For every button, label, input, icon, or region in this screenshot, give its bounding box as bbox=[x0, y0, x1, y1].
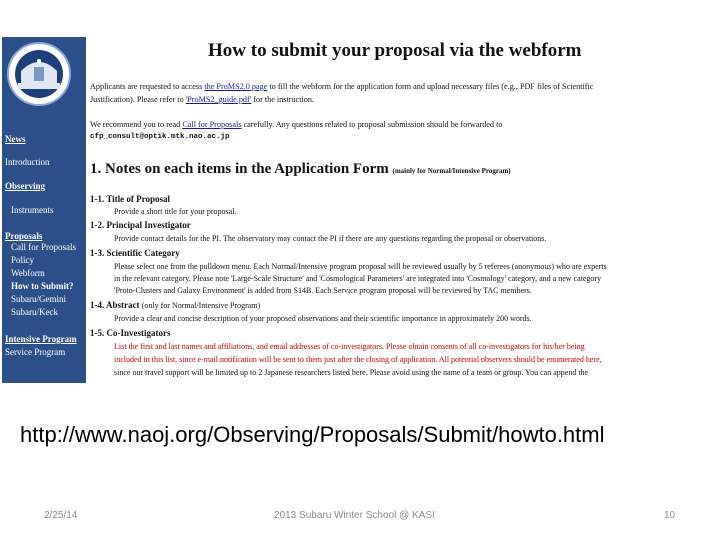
sidebar-item-service-program[interactable]: Service Program bbox=[5, 347, 66, 357]
sidebar-item-instruments[interactable]: Instruments bbox=[11, 205, 54, 215]
item-heading-text: 1-4. Abstract bbox=[90, 300, 140, 310]
webpage-screenshot bbox=[2, 37, 686, 383]
intro-text: for the instruction. bbox=[251, 95, 314, 104]
proms-guide-link[interactable]: 'ProMS2_guide.pdf' bbox=[185, 95, 252, 104]
intro-line-3 bbox=[90, 119, 502, 130]
slide-number: 10 bbox=[664, 510, 676, 521]
intro-line-1 bbox=[90, 81, 593, 92]
sidebar-item-subaru-gemini[interactable]: Subaru/Gemini bbox=[11, 294, 66, 304]
item-desc-1-5-line-3: since our travel support will be limited up to 2 Japanese researchers listed here. Please avoid using the name of a team or group. You can append the bbox=[114, 368, 589, 377]
sidebar bbox=[2, 37, 86, 383]
section-heading: 1. Notes on each items in the Application Form bbox=[90, 161, 389, 177]
intro-text: to fill the webform for the application form and upload necessary files (e.g., PDF files of Scientific bbox=[267, 82, 594, 91]
sidebar-item-subaru-keck[interactable]: Subaru/Keck bbox=[11, 307, 58, 317]
section-title bbox=[90, 161, 511, 178]
sidebar-item-observing[interactable]: Observing bbox=[5, 181, 46, 191]
item-heading-note: (only for Normal/Intensive Program) bbox=[141, 301, 261, 310]
item-heading-1-3: 1-3. Scientific Category bbox=[90, 248, 180, 258]
item-desc-1-5-line-2: included in this list, since e-mail notification will be sent to them just after the closing of application. All potential observers should be enumerated here, bbox=[114, 355, 602, 364]
item-desc-1-4: Provide a clear and concise description of your proposed observations and their scientific importance in approximately 200 words. bbox=[114, 314, 532, 323]
item-heading-1-1: 1-1. Title of Proposal bbox=[90, 194, 171, 204]
item-desc-1-5-line-1: List the first and last names and affiliations, and email addresses of co-investigators. Please obtain consents of all co-investigators for his/her being bbox=[114, 342, 585, 351]
sidebar-item-how-to-submit[interactable]: How to Submit? bbox=[11, 281, 74, 291]
proms-page-link[interactable]: the ProMS2.0 page bbox=[204, 82, 268, 91]
item-heading-1-4 bbox=[90, 300, 260, 310]
sidebar-item-introduction[interactable]: Introduction bbox=[5, 157, 50, 167]
sidebar-item-news[interactable]: News bbox=[5, 134, 26, 144]
sidebar-item-intensive-program[interactable]: Intensive Program bbox=[5, 334, 77, 344]
page-title: How to submit your proposal via the webform bbox=[208, 40, 582, 61]
main-content bbox=[88, 37, 686, 383]
sidebar-item-webform[interactable]: Webform bbox=[11, 268, 45, 278]
intro-text: carefully. Any questions related to proposal submission should be forwarded to bbox=[241, 120, 503, 129]
sidebar-nav bbox=[5, 134, 85, 358]
sidebar-item-proposals[interactable]: Proposals bbox=[5, 231, 43, 241]
subaru-logo bbox=[6, 41, 72, 107]
item-desc-1-3-line-2: in the relevant category. Please note 'Large-Scale Structure' and 'Cosmological Parameters' are integrated into 'Cosmology' category, and a new category bbox=[114, 274, 602, 283]
call-for-proposals-link[interactable]: Call for Proposals bbox=[182, 120, 242, 129]
section-note: (mainly for Normal/Intensive Program) bbox=[392, 167, 511, 175]
slide-date: 2/25/14 bbox=[44, 510, 78, 521]
intro-line-2 bbox=[90, 94, 314, 105]
intro-text: We recommend you to read bbox=[90, 120, 183, 129]
intro-text: Justification). Please refer to bbox=[90, 95, 186, 104]
intro-text: Applicants are requested to access bbox=[90, 82, 205, 91]
source-url: http://www.naoj.org/Observing/Proposals/Submit/howto.html bbox=[20, 422, 605, 447]
sidebar-item-policy[interactable]: Policy bbox=[11, 255, 35, 265]
sidebar-item-call-for-proposals[interactable]: Call for Proposals bbox=[11, 242, 76, 252]
item-desc-1-2: Provide contact details for the PI. The observatory may contact the PI if there are any questions regarding the proposal or observations. bbox=[114, 234, 547, 243]
item-heading-1-2: 1-2. Principal Investigator bbox=[90, 220, 191, 230]
contact-email[interactable]: cfp_consult@optik.mtk.nao.ac.jp bbox=[90, 133, 230, 141]
slide-footer: 2013 Subaru Winter School @ KASI bbox=[274, 510, 435, 521]
item-desc-1-3-line-3: 'Proto-Clusters and Galaxy Environment' is added from S14B. Each Service program proposal will be reviewed by TAC members. bbox=[114, 286, 532, 295]
item-heading-1-5: 1-5. Co-Investigators bbox=[90, 328, 171, 338]
item-desc-1-3-line-1: Please select one from the pulldown menu. Each Normal/Intensive program proposal will be reviewed usually by 5 referees (anonymous) who are experts bbox=[114, 262, 607, 271]
item-desc-1-1: Provide a short title for your proposal. bbox=[114, 207, 237, 216]
